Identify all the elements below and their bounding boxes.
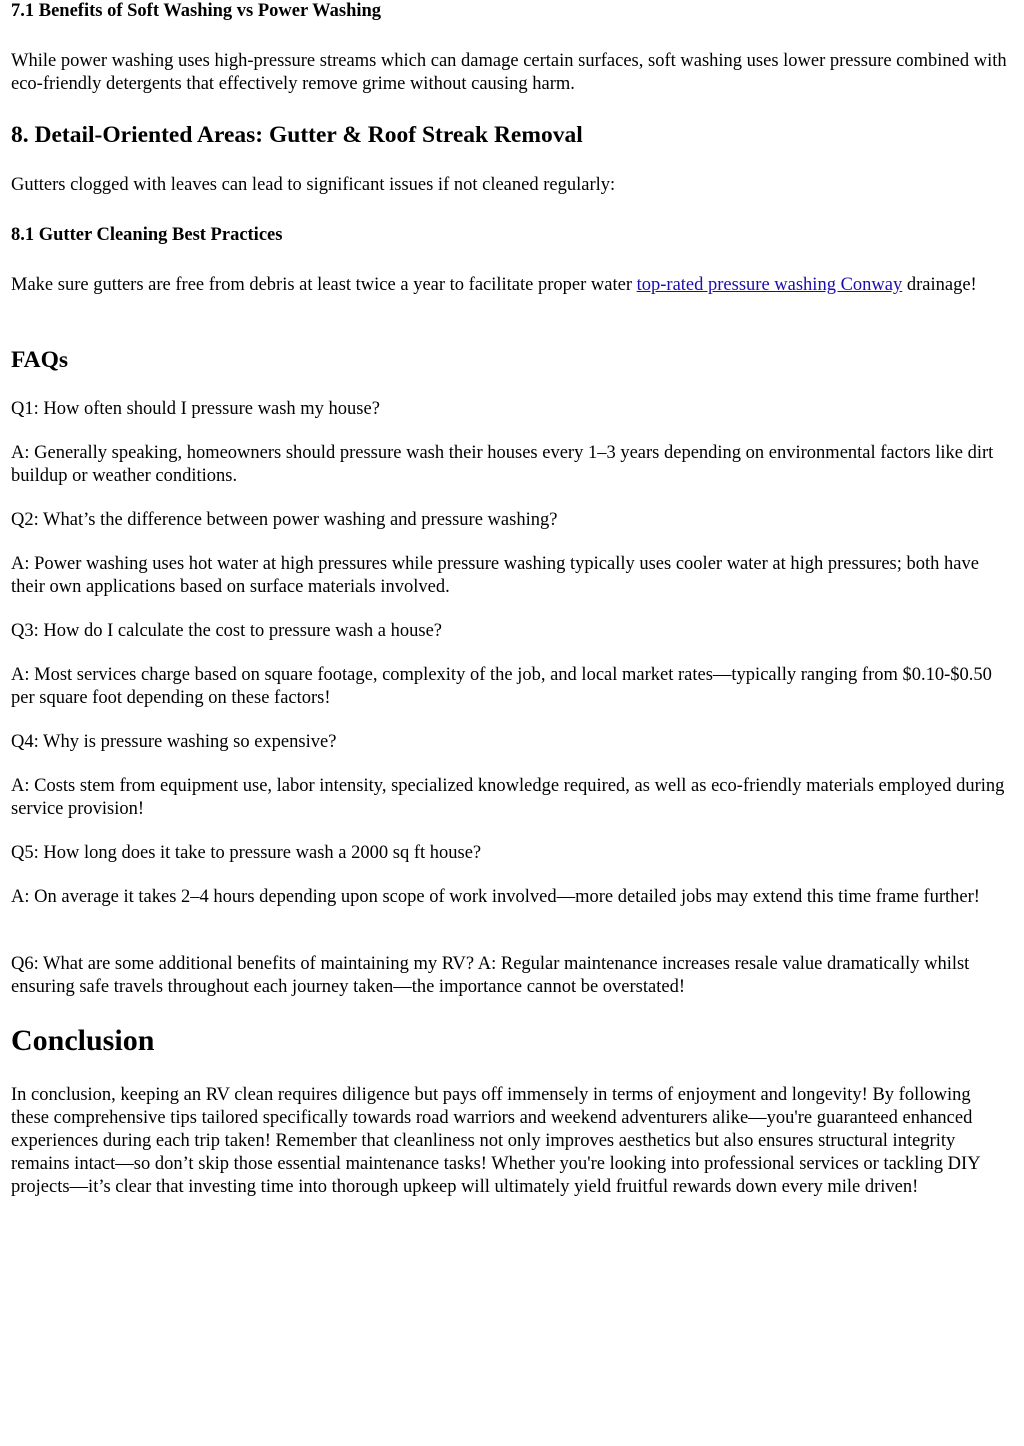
faq-answer: A: Generally speaking, homeowners should pressure wash their houses every 1–3 years depending on environmental factors like dirt buildup or weather conditions. [11,443,994,486]
faq-answer: A: Most services charge based on square footage, complexity of the job, and local market rates—typically ranging from $0.10-$0.50 per square foot depending on these factors! [11,665,992,708]
gutter-practices-paragraph [11,274,1011,297]
faq-question: Q4: Why is pressure washing so expensive? [11,732,337,752]
faq-answer: A: On average it takes 2–4 hours depending upon scope of work involved—more detailed jobs may extend this time frame further! [11,887,980,907]
faq-answer: A: Power washing uses hot water at high pressures while pressure washing typically uses cooler water at high pressures; both have their own applications based on surface materials involved. [11,554,979,597]
faq-question: Q1: How often should I pressure wash my house? [11,399,380,419]
faq-answer: A: Costs stem from equipment use, labor intensity, specialized knowledge required, as well as eco-friendly materials employed during service provision! [11,776,1005,819]
faq-question: Q5: How long does it take to pressure wash a 2000 sq ft house? [11,843,482,863]
soft-washing-paragraph: While power washing uses high-pressure streams which can damage certain surfaces, soft washing uses lower pressure combined with eco-friendly detergents that effectively remove grime without causing harm. [11,51,1007,94]
conclusion-heading: Conclusion [11,1024,155,1057]
gutter-text-after-link: drainage! [902,275,977,295]
faq-question: Q3: How do I calculate the cost to pressure wash a house? [11,621,443,641]
gutter-text-before-link: Make sure gutters are free from debris at least twice a year to facilitate proper water [11,275,637,295]
detail-areas-heading: 8. Detail-Oriented Areas: Gutter & Roof Streak Removal [11,122,583,148]
faq-question: Q2: What’s the difference between power washing and pressure washing? [11,510,558,530]
conclusion-paragraph: In conclusion, keeping an RV clean requires diligence but pays off immensely in terms of enjoyment and longevity! By following these comprehensive tips tailored specifically towards road warriors and weekend adventurers alike—you're guaranteed enhanced experiences during each trip taken! Remember that cleanliness not only improves aesthetics but also ensures structural integrity remains intact—so don’t skip those essential maintenance tasks! Whether you're looking into professional services or tackling DIY projects—it’s clear that investing time into thorough upkeep will ultimately yield fruitful rewards down every mile driven! [11,1085,980,1197]
soft-washing-heading: 7.1 Benefits of Soft Washing vs Power Washing [11,1,382,21]
faqs-heading: FAQs [11,347,69,373]
gutters-intro-paragraph: Gutters clogged with leaves can lead to significant issues if not cleaned regularly: [11,175,616,195]
pressure-washing-conway-link[interactable]: top-rated pressure washing Conway [636,275,903,295]
gutter-practices-heading: 8.1 Gutter Cleaning Best Practices [11,225,283,245]
faq-question-and-answer: Q6: What are some additional benefits of maintaining my RV? A: Regular maintenance increases resale value dramatically whilst ensuring safe travels throughout each journey taken—the importance cannot be overstated! [11,954,970,997]
